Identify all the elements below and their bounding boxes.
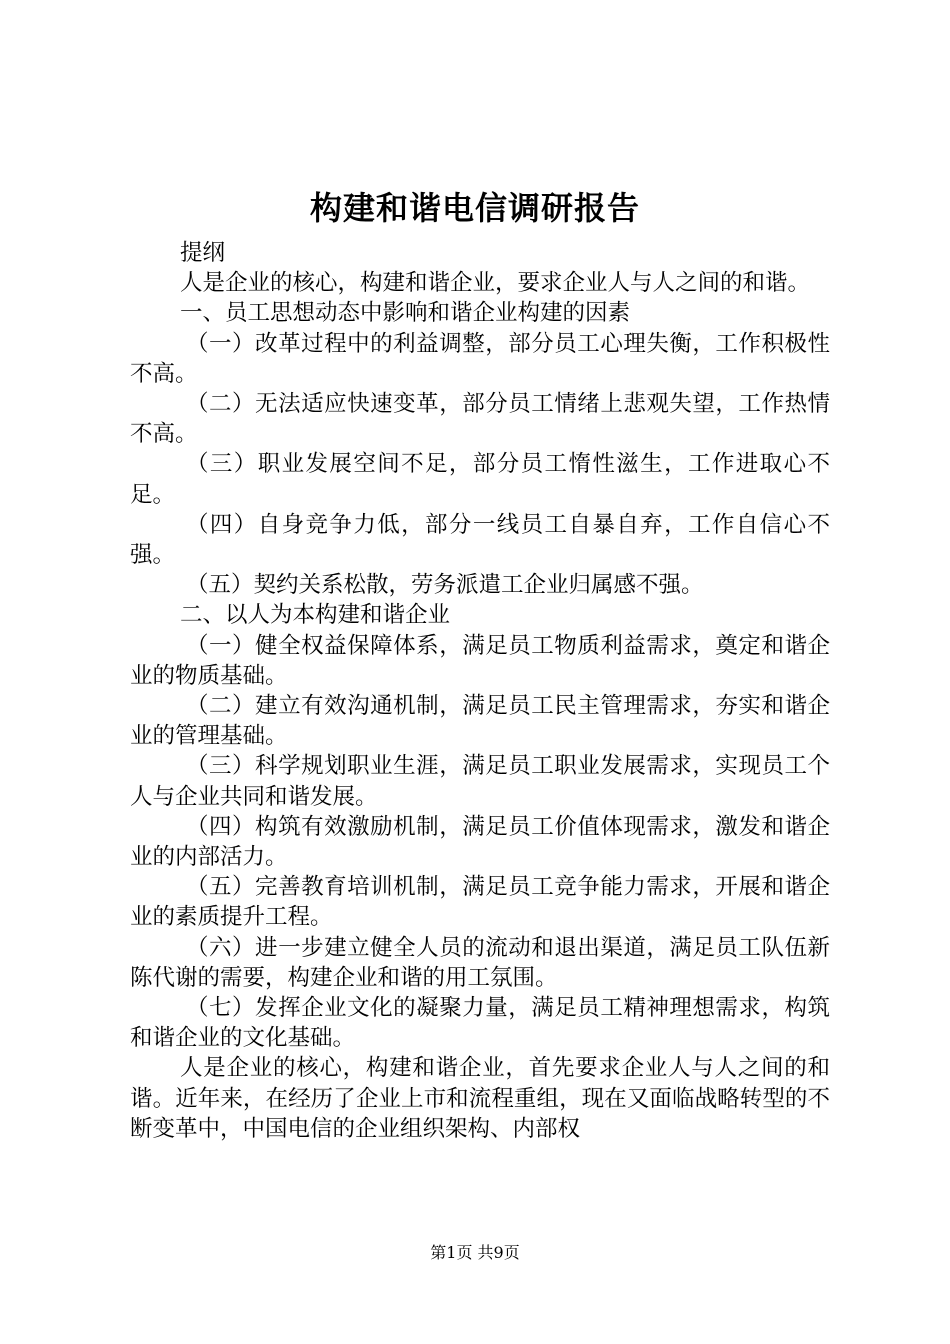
paragraph: 人是企业的核心，构建和谐企业，要求企业人与人之间的和谐。 xyxy=(180,270,811,297)
page-footer: 第1页 共9页 xyxy=(430,1243,520,1262)
document-title: 构建和谐电信调研报告 xyxy=(309,189,640,227)
list-item: （三）科学规划职业生涯，满足员工职业发展需求，实现员工个人与企业共同和谐发展。 xyxy=(130,753,830,810)
document-body xyxy=(130,238,830,1144)
list-item: （四）自身竞争力低，部分一线员工自暴自弃，工作自信心不强。 xyxy=(130,511,830,569)
list-item: （四）构筑有效激励机制，满足员工价值体现需求，激发和谐企业的内部活力。 xyxy=(130,813,830,871)
outline-heading: 提纲 xyxy=(180,240,226,266)
list-item: （五）完善教育培训机制，满足员工竞争能力需求，开展和谐企业的素质提升工程。 xyxy=(130,874,830,931)
list-item: （五）契约关系松散，劳务派遣工企业归属感不强。 xyxy=(186,572,704,599)
section-heading: 二、以人为本构建和谐企业 xyxy=(180,602,451,629)
section-heading: 一、员工思想动态中影响和谐企业构建的因素 xyxy=(180,300,631,327)
list-item: （三）职业发展空间不足，部分员工惰性滋生，工作进取心不足。 xyxy=(130,451,830,508)
list-item: （二）无法适应快速变革，部分员工情绪上悲观失望，工作热情不高。 xyxy=(130,391,830,448)
paragraph: 人是企业的核心，构建和谐企业，首先要求企业人与人之间的和谐。近年来，在经历了企业上市和流程重组，现在又面临战略转型的不断变革中，中国电信的企业组织架构、内部权 xyxy=(130,1055,830,1142)
list-item: （一）健全权益保障体系，满足员工物质利益需求，奠定和谐企业的物质基础。 xyxy=(130,632,830,689)
list-item: （一）改革过程中的利益调整，部分员工心理失衡，工作积极性不高。 xyxy=(130,330,830,387)
list-item: （二）建立有效沟通机制，满足员工民主管理需求，夯实和谐企业的管理基础。 xyxy=(130,693,830,750)
list-item: （七）发挥企业文化的凝聚力量，满足员工精神理想需求，构筑和谐企业的文化基础。 xyxy=(130,995,830,1052)
list-item: （六）进一步建立健全人员的流动和退出渠道，满足员工队伍新陈代谢的需要，构建企业和谐的用工氛围。 xyxy=(130,934,830,991)
